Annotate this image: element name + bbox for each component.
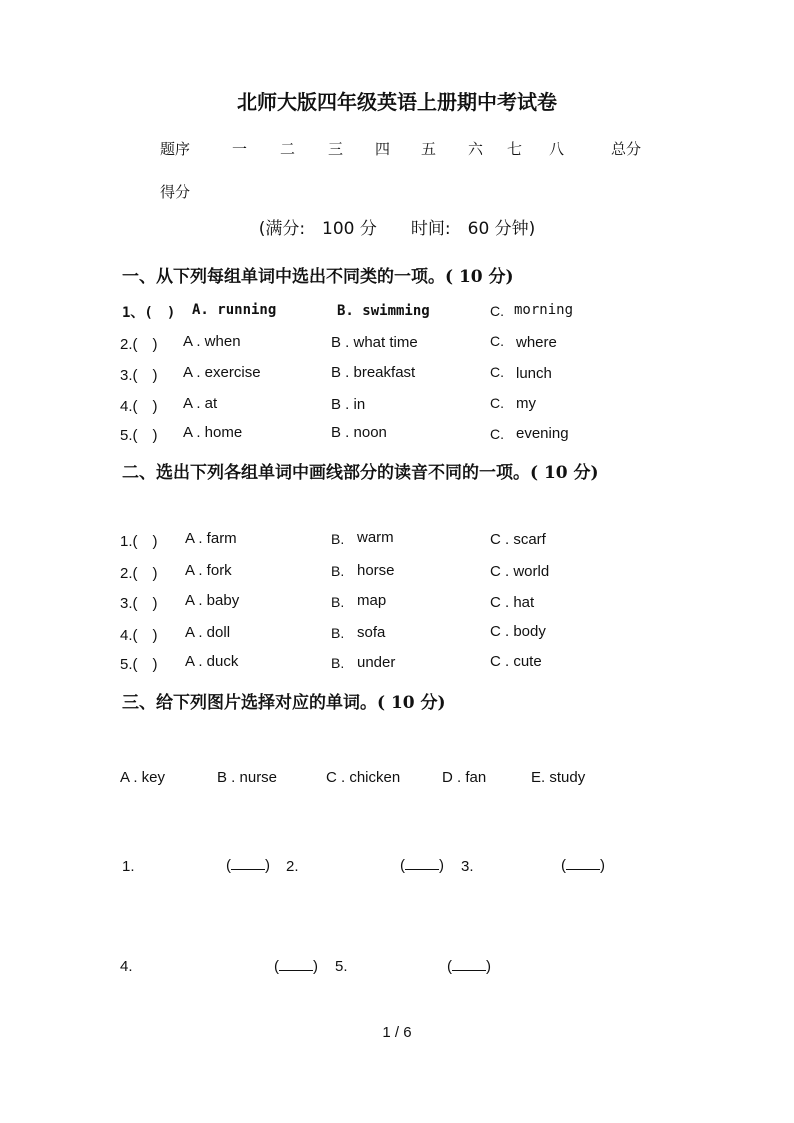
question-number: 4.( ) bbox=[120, 398, 158, 415]
option-a: A . exercise bbox=[183, 364, 261, 381]
option-b-letter: B. bbox=[331, 625, 345, 641]
page-title: 北师大版四年级英语上册期中考试卷 bbox=[237, 90, 557, 114]
option-b-letter: B. bbox=[331, 531, 345, 547]
option-a: A . doll bbox=[185, 624, 231, 641]
picture-number: 2. bbox=[286, 858, 299, 875]
option-b: horse bbox=[357, 562, 395, 579]
question-number: 2.( ) bbox=[120, 565, 158, 582]
option-b: B . in bbox=[331, 396, 366, 413]
option-a: A . fork bbox=[185, 562, 232, 579]
option-c: C . hat bbox=[490, 594, 535, 611]
option-c-letter: C. bbox=[490, 395, 504, 411]
exam-info: (满分: 100 分 时间: 60 分钟) bbox=[258, 219, 536, 239]
option-c: C . cute bbox=[490, 653, 542, 670]
question-number: 5.( ) bbox=[120, 427, 158, 444]
option-b-letter: B. bbox=[331, 594, 345, 610]
question-number: 4.( ) bbox=[120, 627, 158, 644]
score-header-cell: 总分 bbox=[611, 140, 642, 158]
option-c: lunch bbox=[516, 365, 552, 382]
word-option: D . fan bbox=[442, 769, 487, 786]
question-number: 1、( ) bbox=[122, 305, 176, 321]
option-b: B. swimming bbox=[337, 303, 430, 319]
answer-blank[interactable]: ( ) bbox=[226, 857, 270, 874]
answer-blank[interactable]: ( ) bbox=[274, 958, 318, 975]
option-b: under bbox=[357, 654, 396, 671]
question-number: 2.( ) bbox=[120, 336, 158, 353]
score-header-cell: 一 bbox=[232, 140, 248, 158]
picture-number: 5. bbox=[335, 958, 348, 975]
section-heading: 三、给下列图片选择对应的单词。( 10 分) bbox=[122, 693, 446, 713]
score-header-cell: 七 bbox=[507, 140, 523, 158]
picture-number: 4. bbox=[120, 958, 133, 975]
question-number: 1.( ) bbox=[120, 533, 158, 550]
score-header-cell: 题序 bbox=[160, 140, 191, 158]
option-c: evening bbox=[516, 425, 569, 442]
score-row-label: 得分 bbox=[160, 183, 191, 201]
section-heading: 二、选出下列各组单词中画线部分的读音不同的一项。( 10 分) bbox=[122, 463, 599, 483]
score-header-cell: 四 bbox=[375, 140, 391, 158]
option-b-letter: B. bbox=[331, 563, 345, 579]
option-c-letter: C. bbox=[490, 364, 504, 380]
word-option: A . key bbox=[120, 769, 166, 786]
picture-number: 1. bbox=[122, 858, 135, 875]
option-a: A . farm bbox=[185, 530, 237, 547]
option-a: A . home bbox=[183, 424, 243, 441]
score-header-cell: 六 bbox=[468, 140, 484, 158]
option-c: C . scarf bbox=[490, 531, 546, 548]
score-header-cell: 三 bbox=[328, 140, 344, 158]
option-c: C . world bbox=[490, 563, 550, 580]
option-c-letter: C. bbox=[490, 303, 504, 319]
option-a: A. running bbox=[192, 302, 277, 318]
answer-blank[interactable]: ( ) bbox=[400, 857, 444, 874]
page-number: 1 / 6 bbox=[382, 1024, 412, 1041]
answer-blank[interactable]: ( ) bbox=[561, 857, 605, 874]
option-c-letter: C. bbox=[490, 333, 504, 349]
option-b: B . noon bbox=[331, 424, 387, 441]
option-b: warm bbox=[357, 529, 394, 546]
option-a: A . baby bbox=[185, 592, 240, 609]
score-header-cell: 五 bbox=[421, 140, 437, 158]
option-b: map bbox=[357, 592, 387, 609]
section-heading: 一、从下列每组单词中选出不同类的一项。( 10 分) bbox=[122, 267, 514, 287]
option-b: B . breakfast bbox=[331, 364, 416, 381]
option-c-letter: C. bbox=[490, 426, 504, 442]
word-option: B . nurse bbox=[217, 769, 278, 786]
word-option: E. study bbox=[531, 769, 586, 786]
answer-blank[interactable]: ( ) bbox=[447, 958, 491, 975]
option-c: where bbox=[516, 334, 557, 351]
option-c: C . body bbox=[490, 623, 546, 640]
question-number: 5.( ) bbox=[120, 656, 158, 673]
option-a: A . when bbox=[183, 333, 241, 350]
option-a: A . duck bbox=[185, 653, 239, 670]
option-b: sofa bbox=[357, 624, 386, 641]
score-header-cell: 八 bbox=[549, 140, 565, 158]
word-option: C . chicken bbox=[326, 769, 401, 786]
option-b: B . what time bbox=[331, 334, 418, 351]
picture-number: 3. bbox=[461, 858, 474, 875]
score-header-cell: 二 bbox=[280, 140, 296, 158]
question-number: 3.( ) bbox=[120, 595, 158, 612]
option-a: A . at bbox=[183, 395, 218, 412]
question-number: 3.( ) bbox=[120, 367, 158, 384]
option-c: morning bbox=[514, 302, 574, 318]
option-b-letter: B. bbox=[331, 655, 345, 671]
option-c: my bbox=[516, 395, 536, 412]
